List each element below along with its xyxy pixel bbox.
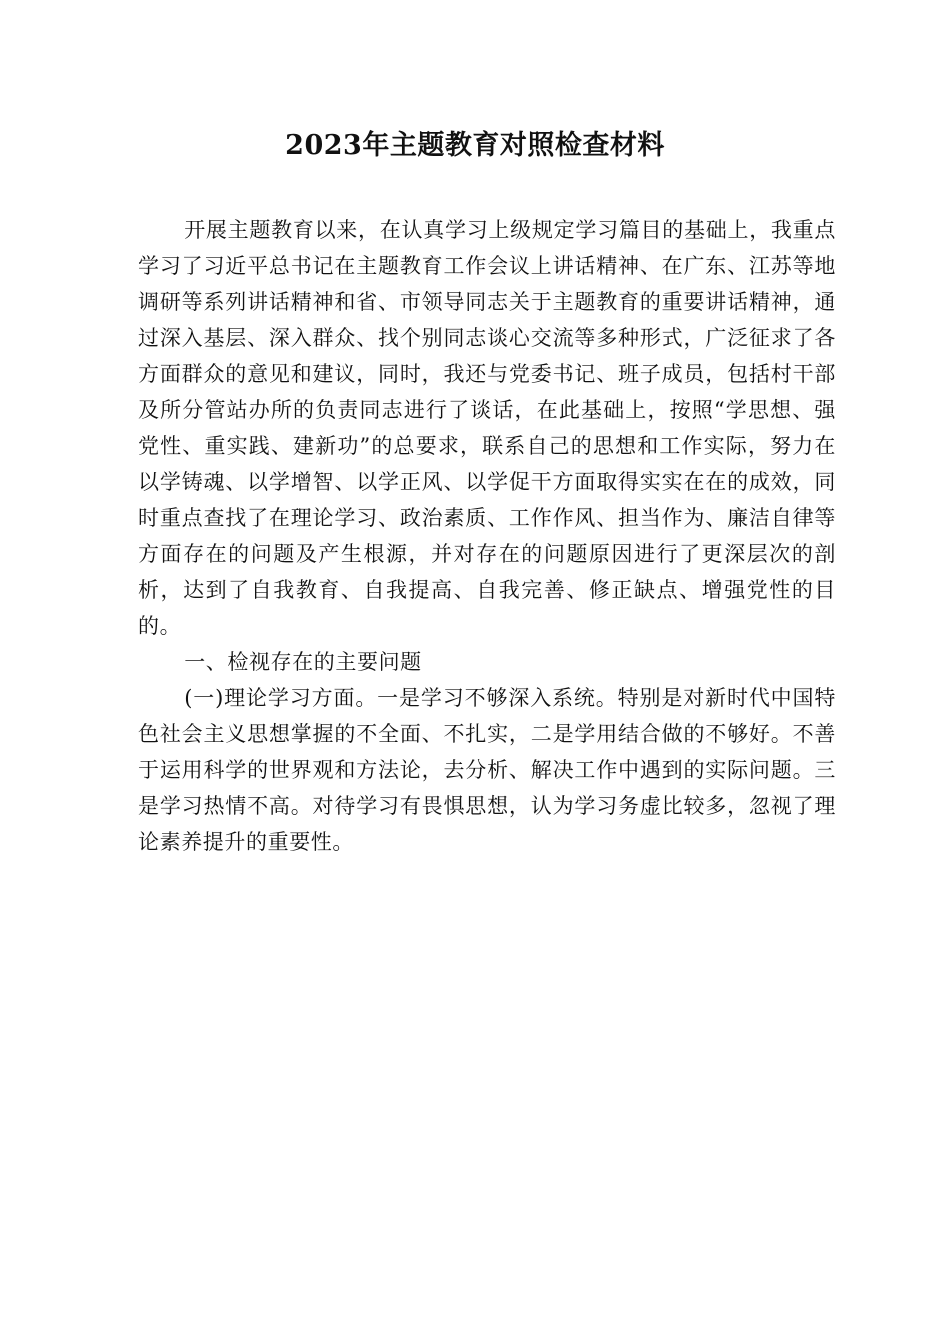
document-body xyxy=(138,212,836,860)
document-title: 2023年主题教育对照检查材料 xyxy=(285,130,665,161)
intro-paragraph: 开展主题教育以来，在认真学习上级规定学习篇目的基础上，我重点学习了习近平总书记在主题教育工作会议上讲话精神、在广东、江苏等地调研等系列讲话精神和省、市领导同志关于主题教育的重要讲话精神，通过深入基层、深入群众、找个别同志谈心交流等多种形式，广泛征求了各方面群众的意见和建议，同时，我还与党委书记、班子成员，包括村干部及所分管站办所的负责同志进行了谈话，在此基础上，按照“学思想、强党性、重实践、建新功”的总要求，联系自己的思想和工作实际，努力在以学铸魂、以学增智、以学正风、以学促干方面取得实实在在的成效，同时重点查找了在理论学习、政治素质、工作作风、担当作为、廉洁自律等方面存在的问题及产生根源，并对存在的问题原因进行了更深层次的剖析，达到了自我教育、自我提高、自我完善、修正缺点、增强党性的目的。 xyxy=(138,218,836,638)
theory-study-paragraph: (一)理论学习方面。一是学习不够深入系统。特别是对新时代中国特色社会主义思想掌握的不全面、不扎实，二是学用结合做的不够好。不善于运用科学的世界观和方法论，去分析、解决工作中遇到的实际问题。三是学习热情不高。对待学习有畏惧思想，认为学习务虚比较多，忽视了理论素养提升的重要性。 xyxy=(138,686,836,854)
section-heading: 一、检视存在的主要问题 xyxy=(184,650,422,674)
